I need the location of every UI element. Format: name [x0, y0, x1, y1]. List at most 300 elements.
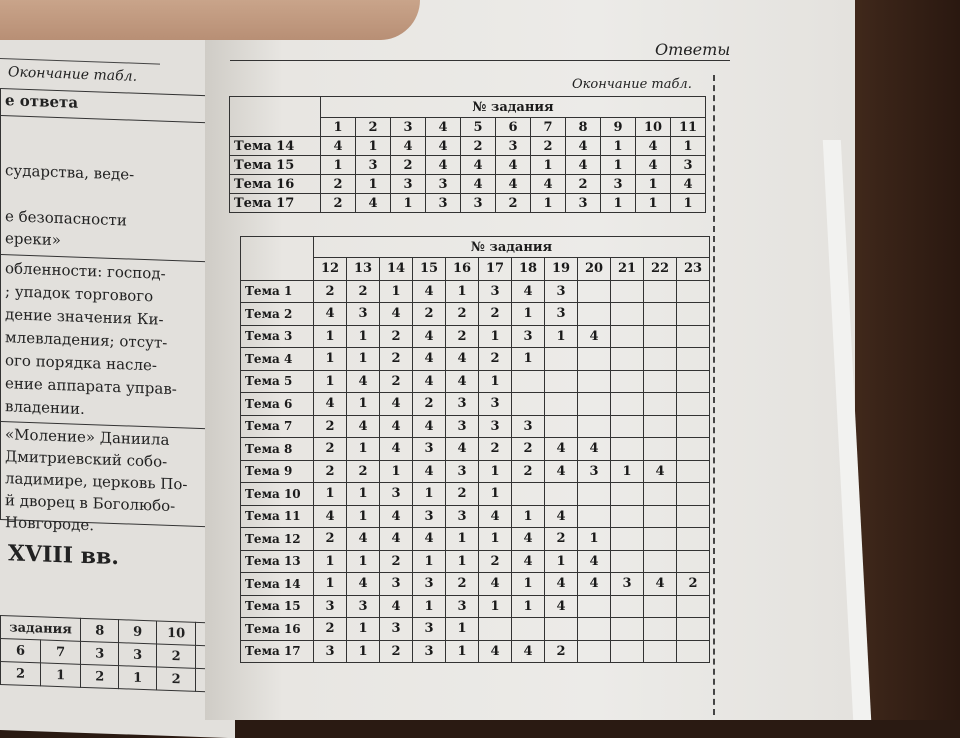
column-number: 13 [347, 258, 380, 281]
column-number: 22 [644, 258, 677, 281]
answer-cell [677, 640, 710, 663]
grid-cell: 9 [119, 620, 157, 644]
answer-cell: 3 [356, 156, 391, 175]
grid-cell: 6 [1, 639, 41, 663]
answer-cell: 4 [426, 137, 461, 156]
answer-cell: 3 [512, 325, 545, 348]
answer-cell [644, 303, 677, 326]
answer-cell [578, 595, 611, 618]
answer-cell [578, 483, 611, 506]
answer-cell [677, 280, 710, 303]
answer-cell: 1 [601, 194, 636, 213]
answers-table-2 [240, 236, 710, 663]
column-number: 17 [479, 258, 512, 281]
answer-cell [677, 618, 710, 641]
answer-cell: 3 [426, 194, 461, 213]
answer-cell [578, 393, 611, 416]
answer-cell [677, 348, 710, 371]
column-number: 20 [578, 258, 611, 281]
answer-cell: 3 [446, 393, 479, 416]
answer-cell: 4 [578, 438, 611, 461]
answer-cell: 4 [413, 528, 446, 551]
answer-cell: 1 [347, 483, 380, 506]
left-text-line: й дворец в Боголюбо- [5, 491, 176, 516]
answer-cell: 1 [314, 325, 347, 348]
table-title: № задания [321, 97, 706, 118]
answer-cell [611, 438, 644, 461]
answer-cell: 2 [512, 438, 545, 461]
answer-cell [677, 460, 710, 483]
answer-cell [512, 618, 545, 641]
answer-cell: 4 [479, 640, 512, 663]
answer-cell: 1 [636, 194, 671, 213]
answer-cell [644, 415, 677, 438]
row-label: Тема 1 [241, 280, 314, 303]
row-label: Тема 15 [230, 156, 321, 175]
answer-cell: 1 [446, 550, 479, 573]
column-number: 8 [566, 118, 601, 137]
column-number: 15 [413, 258, 446, 281]
answer-cell: 1 [545, 325, 578, 348]
answer-cell: 4 [496, 156, 531, 175]
grid-cell: 1 [119, 666, 157, 690]
row-label: Тема 14 [230, 137, 321, 156]
answer-cell [578, 303, 611, 326]
answer-cell: 3 [426, 175, 461, 194]
answer-cell [677, 505, 710, 528]
answer-cell: 3 [446, 505, 479, 528]
answer-cell [644, 280, 677, 303]
answer-cell: 4 [566, 156, 601, 175]
left-text-line: обленности: господ- [5, 259, 166, 283]
answer-cell: 2 [496, 194, 531, 213]
answer-cell: 2 [446, 325, 479, 348]
row-label: Тема 8 [241, 438, 314, 461]
answer-cell: 1 [314, 550, 347, 573]
answer-cell: 3 [413, 618, 446, 641]
answer-cell [611, 348, 644, 371]
answer-cell [611, 483, 644, 506]
row-label: Тема 12 [241, 528, 314, 551]
answer-cell: 2 [446, 483, 479, 506]
answer-cell: 1 [671, 194, 706, 213]
row-label: Тема 2 [241, 303, 314, 326]
answer-cell: 1 [413, 595, 446, 618]
answer-cell [644, 325, 677, 348]
answer-cell: 4 [446, 370, 479, 393]
row-label: Тема 16 [241, 618, 314, 641]
answer-cell: 4 [512, 280, 545, 303]
corner-cell [230, 97, 321, 137]
answer-cell [512, 393, 545, 416]
answer-cell: 3 [545, 303, 578, 326]
answer-cell: 4 [380, 528, 413, 551]
answer-cell [545, 415, 578, 438]
grid-cell: 10 [157, 621, 196, 645]
answer-cell [644, 550, 677, 573]
answer-cell: 4 [545, 573, 578, 596]
answer-cell: 3 [380, 618, 413, 641]
answer-cell: 1 [446, 528, 479, 551]
answer-cell: 3 [611, 573, 644, 596]
left-text-line: млевладения; отсут- [5, 328, 168, 352]
left-text-line: ладимире, церковь По- [5, 469, 188, 494]
answer-cell [578, 415, 611, 438]
answer-cell: 2 [677, 573, 710, 596]
table-row [241, 573, 710, 596]
grid-cell: 7 [41, 640, 81, 664]
answer-cell: 3 [413, 573, 446, 596]
answer-cell: 4 [380, 393, 413, 416]
answer-cell: 1 [380, 280, 413, 303]
answer-cell: 4 [380, 303, 413, 326]
row-label: Тема 9 [241, 460, 314, 483]
answer-cell: 3 [545, 280, 578, 303]
answer-cell: 1 [391, 194, 426, 213]
answer-cell [644, 348, 677, 371]
answer-cell [545, 393, 578, 416]
table-title: № задания [314, 237, 710, 258]
table-row [241, 348, 710, 371]
table-row [230, 194, 706, 213]
row-label: Тема 14 [241, 573, 314, 596]
left-text-line: ого порядка насле- [5, 351, 157, 375]
answer-cell: 1 [479, 325, 512, 348]
column-number: 16 [446, 258, 479, 281]
answer-cell: 4 [446, 438, 479, 461]
answer-cell: 4 [347, 573, 380, 596]
answer-cell: 2 [479, 348, 512, 371]
answer-cell: 3 [479, 415, 512, 438]
answer-cell: 2 [314, 280, 347, 303]
answer-cell: 1 [512, 573, 545, 596]
answer-cell [644, 438, 677, 461]
answer-cell [677, 370, 710, 393]
answer-cell [611, 595, 644, 618]
left-text-line: «Моление» Даниила [5, 425, 170, 449]
answer-cell [578, 640, 611, 663]
finger [0, 0, 420, 40]
answer-cell: 1 [578, 528, 611, 551]
column-number: 2 [356, 118, 391, 137]
answer-cell: 3 [461, 194, 496, 213]
column-number: 12 [314, 258, 347, 281]
answer-cell: 3 [413, 438, 446, 461]
answer-cell: 1 [347, 640, 380, 663]
answer-cell [677, 550, 710, 573]
answer-cell [479, 618, 512, 641]
answer-cell: 4 [578, 550, 611, 573]
answer-cell: 3 [391, 175, 426, 194]
corner-cell [241, 237, 314, 281]
answer-cell: 2 [321, 175, 356, 194]
answer-cell: 4 [566, 137, 601, 156]
answer-cell [611, 280, 644, 303]
grid-cell: 8 [81, 618, 119, 642]
answer-cell: 4 [380, 438, 413, 461]
grid-cell: 2 [157, 644, 196, 668]
answer-cell: 2 [566, 175, 601, 194]
grid-cell: 2 [157, 667, 196, 691]
answer-cell: 3 [347, 303, 380, 326]
table-row [241, 280, 710, 303]
left-text-line: дение значения Ки- [5, 305, 164, 329]
answer-cell: 4 [496, 175, 531, 194]
answer-cell [677, 415, 710, 438]
answer-cell: 4 [461, 156, 496, 175]
answer-cell [677, 303, 710, 326]
answer-cell: 3 [413, 505, 446, 528]
answer-cell [677, 438, 710, 461]
answer-cell [644, 640, 677, 663]
answer-cell [611, 550, 644, 573]
answer-cell: 1 [356, 137, 391, 156]
answer-cell: 4 [644, 460, 677, 483]
row-label: Тема 3 [241, 325, 314, 348]
answer-cell: 4 [356, 194, 391, 213]
column-number: 7 [531, 118, 566, 137]
answer-cell: 1 [601, 156, 636, 175]
table-row [241, 393, 710, 416]
answer-cell: 1 [512, 303, 545, 326]
answer-cell: 4 [321, 137, 356, 156]
answer-cell: 2 [391, 156, 426, 175]
answer-cell: 1 [479, 528, 512, 551]
answer-cell [578, 505, 611, 528]
answer-cell: 1 [314, 370, 347, 393]
answer-cell: 4 [413, 460, 446, 483]
answer-cell: 1 [347, 505, 380, 528]
answer-cell: 4 [347, 370, 380, 393]
row-label: Тема 4 [241, 348, 314, 371]
answer-cell: 1 [479, 595, 512, 618]
left-answer-box [0, 88, 212, 535]
column-number: 10 [636, 118, 671, 137]
cut-line [713, 75, 715, 715]
answer-cell: 1 [636, 175, 671, 194]
row-label: Тема 13 [241, 550, 314, 573]
answer-cell: 2 [380, 640, 413, 663]
answer-cell [611, 618, 644, 641]
answer-cell: 3 [446, 460, 479, 483]
answer-cell: 4 [479, 505, 512, 528]
answer-cell: 4 [531, 175, 566, 194]
answer-cell [545, 370, 578, 393]
answer-cell: 2 [314, 618, 347, 641]
answer-cell: 4 [512, 528, 545, 551]
answer-cell: 3 [314, 640, 347, 663]
section-title: XVIII вв. [8, 540, 119, 571]
table-row [230, 175, 706, 194]
answer-cell: 4 [671, 175, 706, 194]
answer-cell: 2 [380, 348, 413, 371]
grid-cell: 3 [119, 643, 157, 667]
answer-cell: 3 [671, 156, 706, 175]
column-number: 9 [601, 118, 636, 137]
answer-cell: 4 [380, 595, 413, 618]
answer-cell: 1 [479, 483, 512, 506]
left-text-line: е безопасности [5, 207, 127, 230]
grid-cell: 2 [81, 664, 119, 688]
table-row [241, 640, 710, 663]
answer-cell: 1 [531, 194, 566, 213]
answer-cell: 1 [347, 618, 380, 641]
answer-cell: 4 [545, 438, 578, 461]
answer-cell [611, 325, 644, 348]
table-row [241, 370, 710, 393]
table-row [241, 550, 710, 573]
answer-cell: 4 [314, 393, 347, 416]
answer-cell [578, 370, 611, 393]
answer-cell [512, 483, 545, 506]
answer-cell: 1 [347, 550, 380, 573]
answer-cell: 1 [347, 393, 380, 416]
answer-cell: 1 [446, 618, 479, 641]
answer-cell: 4 [413, 325, 446, 348]
answer-cell: 2 [512, 460, 545, 483]
answer-cell [644, 528, 677, 551]
answer-cell: 1 [531, 156, 566, 175]
answer-cell: 4 [314, 505, 347, 528]
left-page-rule [0, 58, 160, 65]
answer-cell: 2 [347, 280, 380, 303]
running-header: Ответы [655, 40, 731, 59]
answer-cell: 1 [545, 550, 578, 573]
column-number: 6 [496, 118, 531, 137]
answer-cell [677, 325, 710, 348]
answer-cell: 1 [413, 550, 446, 573]
answer-cell: 3 [347, 595, 380, 618]
answer-cell: 2 [413, 303, 446, 326]
answer-cell: 4 [446, 348, 479, 371]
answer-cell: 1 [446, 640, 479, 663]
answer-cell: 4 [636, 156, 671, 175]
answer-cell: 4 [578, 573, 611, 596]
answer-cell: 2 [314, 415, 347, 438]
table-row [241, 595, 710, 618]
column-number: 23 [677, 258, 710, 281]
answer-cell: 4 [380, 505, 413, 528]
answer-cell: 3 [601, 175, 636, 194]
answer-cell: 4 [391, 137, 426, 156]
row-label: Тема 16 [230, 175, 321, 194]
answer-cell: 1 [356, 175, 391, 194]
answer-cell: 1 [611, 460, 644, 483]
answer-cell: 3 [512, 415, 545, 438]
answer-cell: 4 [426, 156, 461, 175]
answer-cell: 3 [446, 415, 479, 438]
answer-cell: 2 [314, 438, 347, 461]
answer-cell: 2 [479, 303, 512, 326]
answer-cell [644, 595, 677, 618]
answer-cell: 1 [446, 280, 479, 303]
answer-cell: 1 [314, 573, 347, 596]
answer-cell: 3 [380, 573, 413, 596]
answer-cell: 4 [380, 415, 413, 438]
answer-cell: 2 [545, 528, 578, 551]
answer-cell [677, 483, 710, 506]
answer-cell: 3 [314, 595, 347, 618]
answer-cell: 2 [380, 370, 413, 393]
left-text-line: ереки» [5, 229, 61, 250]
left-text-line: владении. [5, 397, 85, 418]
answer-cell [545, 618, 578, 641]
answer-cell: 1 [380, 460, 413, 483]
answer-cell [578, 280, 611, 303]
answer-cell [677, 393, 710, 416]
answer-cell: 3 [446, 595, 479, 618]
grid-cell: 3 [81, 641, 119, 665]
answer-cell: 1 [479, 370, 512, 393]
answer-cell [644, 505, 677, 528]
left-page [0, 30, 235, 738]
answer-cell: 1 [347, 438, 380, 461]
row-label: Тема 11 [241, 505, 314, 528]
answer-cell: 4 [413, 415, 446, 438]
table-row [230, 137, 706, 156]
row-label: Тема 6 [241, 393, 314, 416]
answer-cell: 2 [321, 194, 356, 213]
answer-cell: 3 [380, 483, 413, 506]
left-text-line: Новгороде. [5, 513, 94, 535]
row-label: Тема 5 [241, 370, 314, 393]
answer-cell: 2 [380, 550, 413, 573]
left-text-line: Дмитриевский собо- [5, 447, 168, 471]
answer-cell: 2 [531, 137, 566, 156]
right-page [205, 0, 855, 720]
answer-cell [611, 303, 644, 326]
answer-cell: 4 [644, 573, 677, 596]
answer-cell [611, 505, 644, 528]
left-page-header: Окончание табл. [8, 64, 138, 85]
left-text-line: ; упадок торгового [5, 282, 154, 306]
answer-cell [545, 348, 578, 371]
column-number: 14 [380, 258, 413, 281]
answer-cell: 2 [413, 393, 446, 416]
table-row [230, 156, 706, 175]
answers-table-1 [229, 96, 706, 213]
answer-cell [512, 370, 545, 393]
left-column-header: е ответа [5, 91, 79, 112]
answer-cell: 1 [314, 483, 347, 506]
table-row [241, 618, 710, 641]
answer-cell: 1 [413, 483, 446, 506]
column-number: 1 [321, 118, 356, 137]
answer-cell [611, 528, 644, 551]
answer-cell [644, 483, 677, 506]
answer-cell [611, 393, 644, 416]
answer-cell: 2 [314, 528, 347, 551]
header-rule [230, 60, 730, 61]
answer-cell: 2 [380, 325, 413, 348]
answer-cell [644, 370, 677, 393]
table-continuation-label: Окончание табл. [572, 77, 692, 92]
answer-cell: 1 [601, 137, 636, 156]
table-row [241, 483, 710, 506]
answer-cell: 1 [671, 137, 706, 156]
left-text-line: сударства, веде- [5, 161, 135, 184]
answer-cell: 4 [413, 280, 446, 303]
table-row [241, 415, 710, 438]
answer-cell [644, 393, 677, 416]
answer-cell: 4 [413, 348, 446, 371]
table-row [241, 505, 710, 528]
answer-cell [578, 618, 611, 641]
answer-cell: 3 [566, 194, 601, 213]
left-grid-header: задания [1, 616, 81, 642]
answer-cell: 4 [578, 325, 611, 348]
column-number: 21 [611, 258, 644, 281]
